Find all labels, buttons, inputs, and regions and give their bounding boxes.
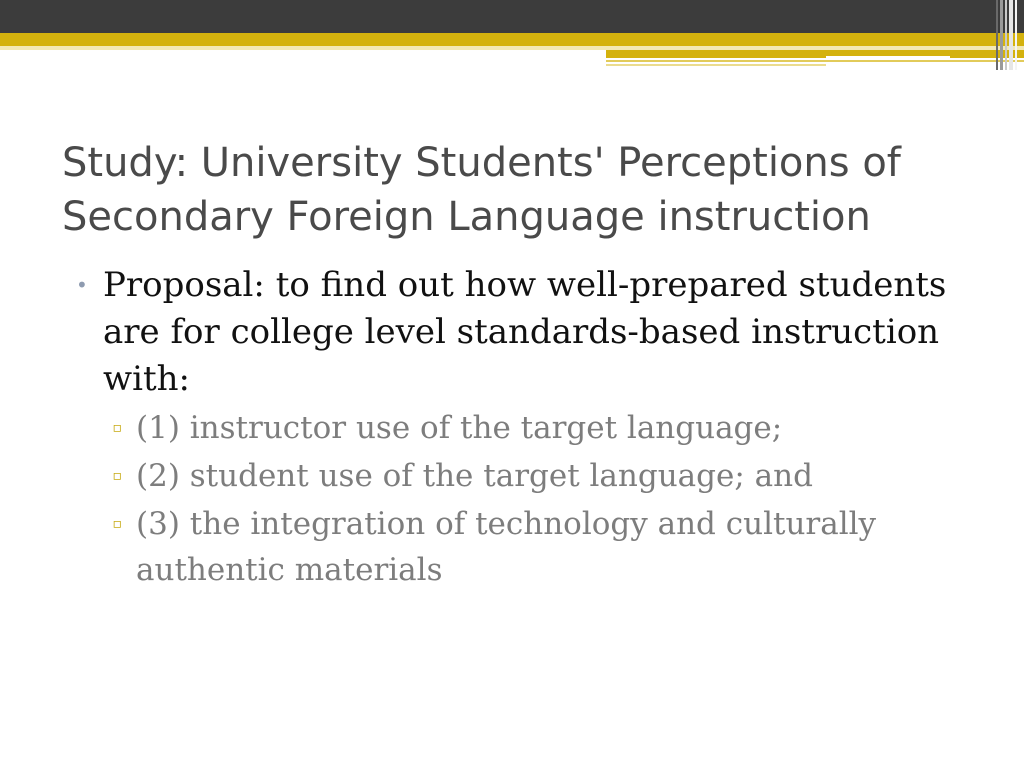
sub-bullet-item [72, 405, 977, 451]
header-band-gold [0, 33, 1024, 46]
sub-bullet-text: (3) the integration of technology and culturally authentic materials [136, 506, 877, 588]
bullet-item [72, 262, 977, 403]
header-line-gold-light [606, 64, 826, 66]
header-band-gold-right [606, 50, 1024, 58]
sub-bullet-item [72, 453, 977, 499]
bullet-marker-icon: • [76, 273, 88, 297]
sub-bullet-text: (2) student use of the target language; and [136, 458, 813, 494]
slide-content [72, 262, 977, 595]
square-bullet-icon: ▫ [112, 420, 122, 436]
bullet-text: Proposal: to find out how well-prepared students are for college level standards-based instruction with: [103, 265, 947, 399]
sub-bullet-text: (1) instructor use of the target language; [136, 410, 783, 446]
square-bullet-icon: ▫ [112, 468, 122, 484]
slide-title: Study: University Students' Perceptions of Secondary Foreign Language instruction [62, 140, 901, 240]
sub-bullet-item [72, 501, 977, 593]
square-bullet-icon: ▫ [112, 516, 122, 532]
header-line-gold [606, 60, 1024, 62]
header-stripes [994, 0, 1024, 70]
header-line-white [826, 56, 950, 58]
header-band-dark [0, 0, 1024, 33]
sub-bullet-list [72, 405, 977, 593]
